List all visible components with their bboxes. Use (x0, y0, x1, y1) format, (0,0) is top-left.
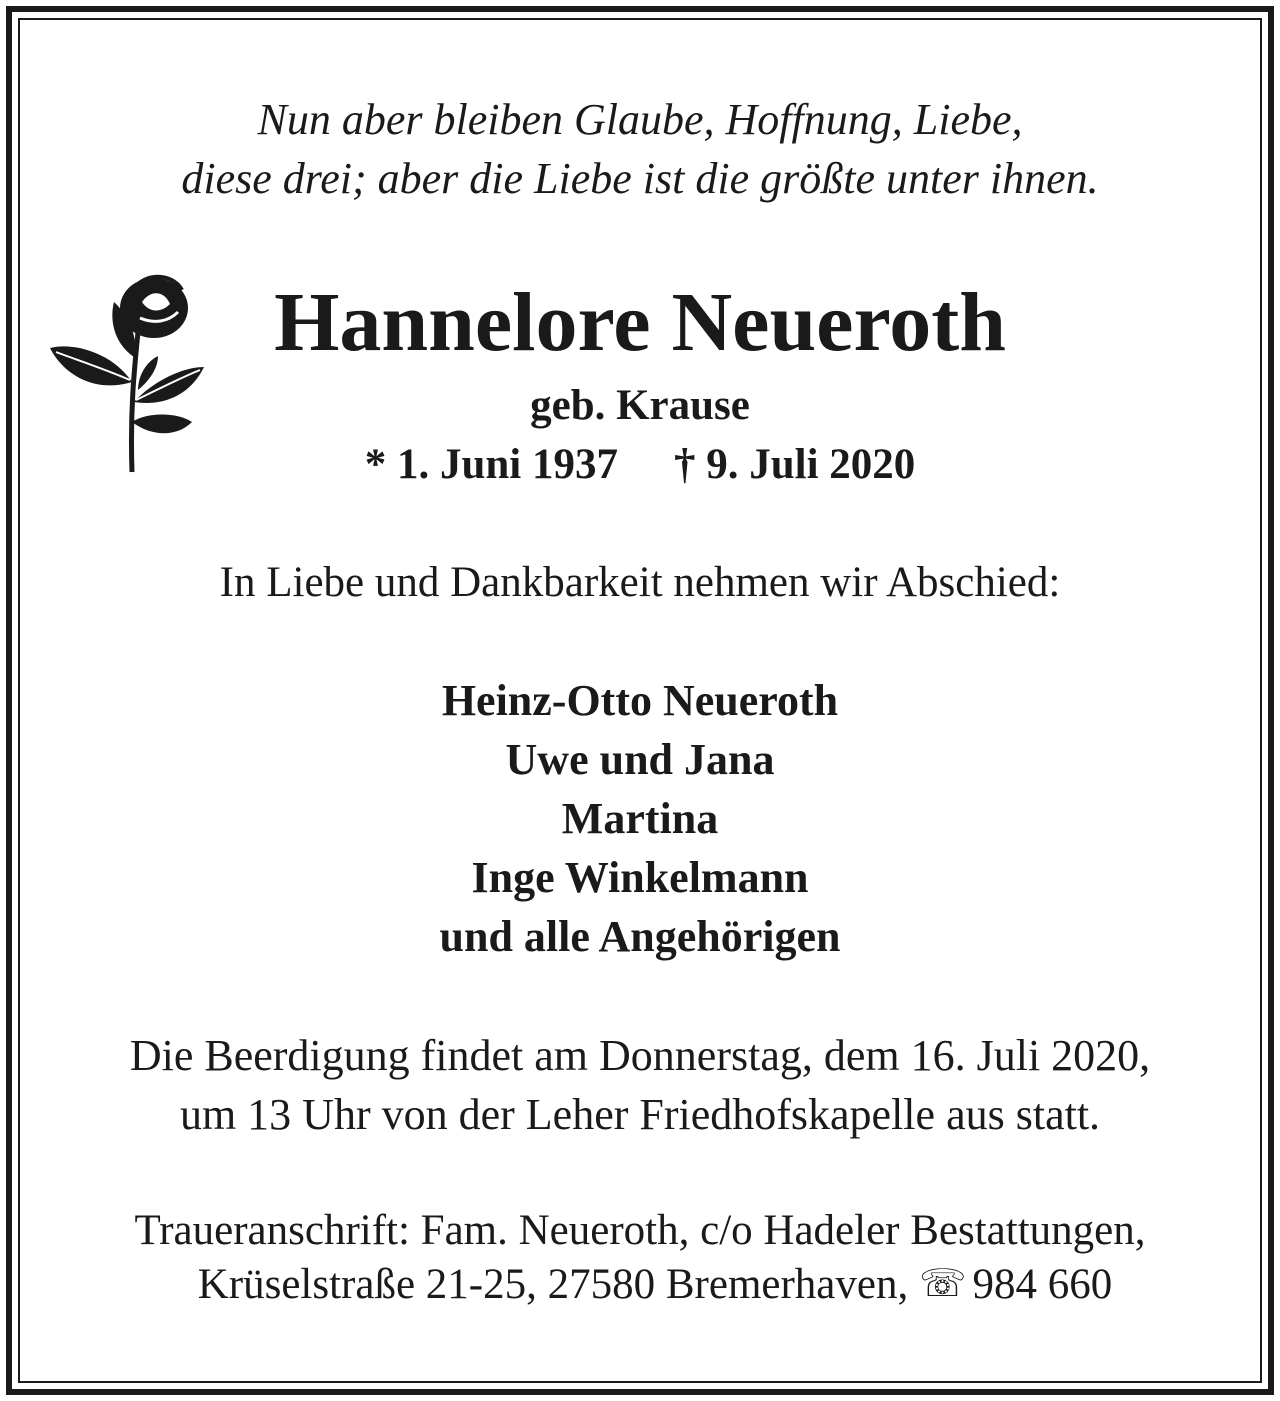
phone-number: 984 660 (972, 1261, 1113, 1308)
funeral-line-2: um 13 Uhr von der Leher Friedhofskapelle aus statt. (179, 1090, 1101, 1139)
birth-name: geb. Krause (530, 382, 750, 429)
mourner-name: Inge Winkelmann (471, 853, 809, 902)
mourner-name: Heinz-Otto Neueroth (441, 676, 839, 725)
address-line-1: Traueranschrift: Fam. Neueroth, c/o Hadeler Bestattungen, (134, 1207, 1146, 1254)
mourner-name: Uwe und Jana (505, 735, 775, 784)
death-date: † 9. Juli 2020 (673, 441, 916, 488)
verse-line-1: Nun aber bleiben Glaube, Hoffnung, Liebe, (257, 95, 1023, 144)
deceased-name: Hannelore Neueroth (274, 276, 1006, 369)
address-line-2 (0, 1260, 1280, 1309)
funeral-line-1: Die Beerdigung findet am Donnerstag, dem 16. Juli 2020, (129, 1031, 1151, 1080)
mourner-name: und alle Angehörigen (439, 912, 841, 961)
mourner-name: Martina (561, 794, 719, 843)
birth-date: * 1. Juni 1937 (364, 441, 618, 488)
verse-line-2: diese drei; aber die Liebe ist die größte unter ihnen. (181, 154, 1099, 203)
life-dates (0, 440, 1280, 489)
address-street: Krüselstraße 21-25, 27580 Bremerhaven, (197, 1261, 909, 1308)
farewell-intro: In Liebe und Dankbarkeit nehmen wir Abschied: (219, 559, 1061, 606)
telephone-icon: ☏ (918, 1263, 967, 1305)
